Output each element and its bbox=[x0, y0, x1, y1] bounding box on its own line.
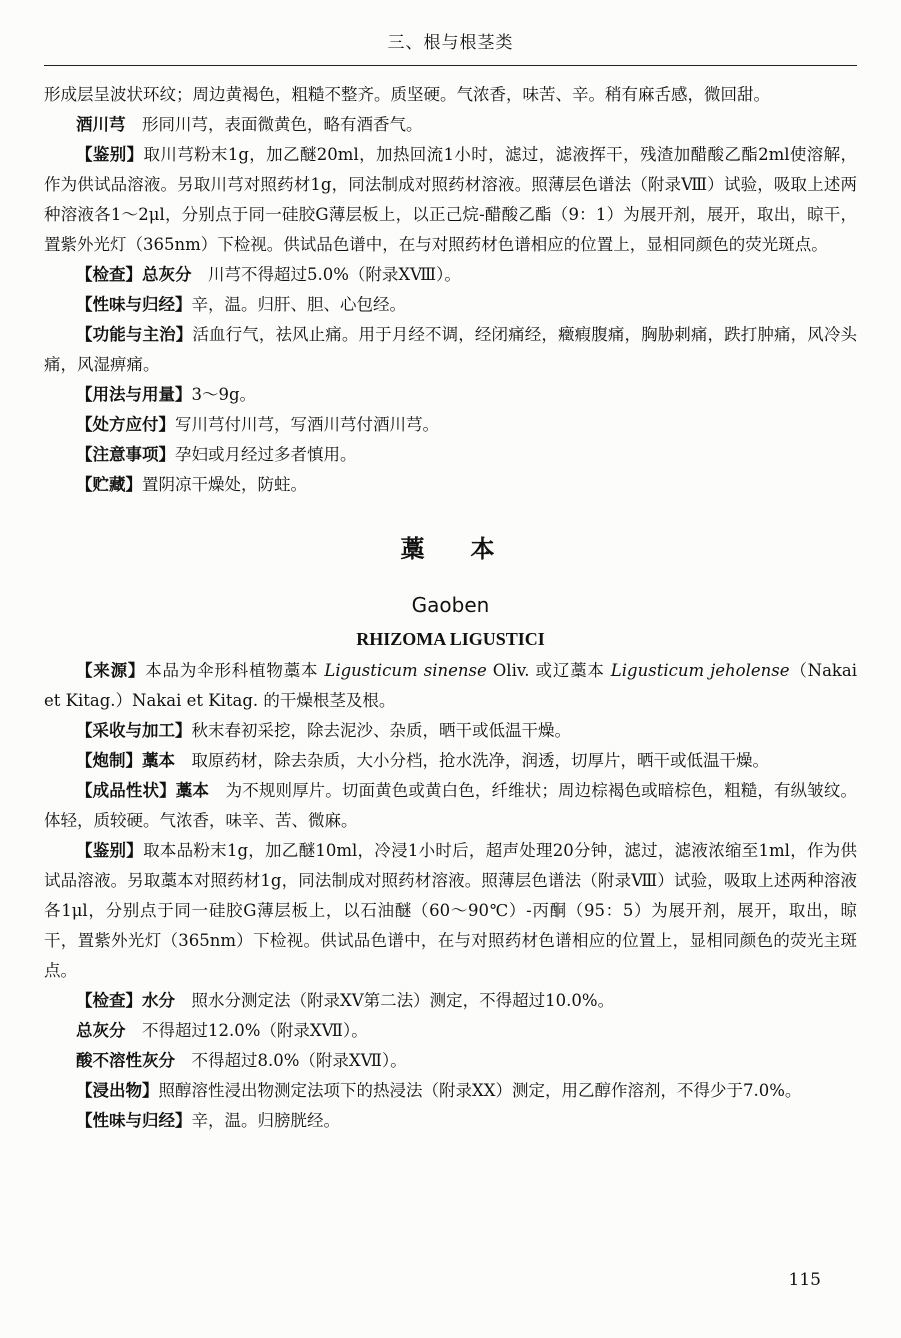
extract-section: 【浸出物】照醇溶性浸出物测定法项下的热浸法（附录ⅩⅩ）测定，用乙醇作溶剂，不得少于7.0%。 bbox=[76, 1081, 802, 1100]
identification-section: 【鉴别】取本品粉末1g，加乙醚10ml，冷浸1小时后，超声处理20分钟，滤过，滤液浓缩至1ml，作为供试品溶液。另取藁本对照药材1g，同法制成对照药材溶液。照薄层色谱法（附录Ⅷ）试验，吸取上述两种溶液各1μl，分别点于同一硅胶G薄层板上，以石油醚（60～90℃）-丙酮（95：5）为展开剂，展开，取出，晾干，置紫外光灯（365nm）下检视。供试品色谱中，在与对照药材色谱相应的位置上，显相同颜色的荧光主斑点。 bbox=[44, 841, 858, 980]
harvest-section: 【采收与加工】秋末春初采挖，除去泥沙、杂质，晒干或低温干燥。 bbox=[76, 721, 571, 740]
dosage-section: 【用法与用量】3～9g。 bbox=[76, 385, 257, 404]
nature-section: 【性味与归经】辛，温。归膀胱经。 bbox=[76, 1111, 340, 1130]
monograph-title: 藁本 bbox=[400, 535, 541, 563]
inspection-section: 【检查】总灰分 川芎不得超过5.0%（附录ⅩⅧ）。 bbox=[76, 265, 461, 284]
running-header: 三、根与根茎类 bbox=[387, 33, 514, 53]
source-section: 【来源】本品为伞形科植物藁本 Ligusticum sinense Oliv. 或辽藁本 Ligusticum jeholense（Nakai et Kitag.）Nakai et Kitag. 的干燥根茎及根。 bbox=[44, 661, 858, 710]
prescription-section: 【处方应付】写川芎付川芎，写酒川芎付酒川芎。 bbox=[76, 415, 439, 434]
processing-section: 【炮制】藁本 取原药材，除去杂质，大小分档，抢水洗净，润透，切厚片，晒干或低温干燥。 bbox=[76, 751, 769, 770]
caution-section: 【注意事项】孕妇或月经过多者慎用。 bbox=[76, 445, 357, 464]
product-section: 【成品性状】藁本 为不规则厚片。切面黄色或黄白色，纤维状；周边棕褐色或暗棕色，粗糙，有纵皱纹。体轻，质较硬。气浓香，味辛、苦、微麻。 bbox=[44, 781, 858, 830]
monograph-latin: RHIZOMA LIGUSTICI bbox=[356, 629, 545, 649]
total-ash-item: 总灰分 不得超过12.0%（附录ⅩⅦ）。 bbox=[76, 1021, 368, 1040]
storage-section: 【贮藏】置阴凉干燥处，防蛀。 bbox=[76, 475, 307, 494]
identification-section: 【鉴别】取川芎粉末1g，加乙醚20ml，加热回流1小时，滤过，滤液挥干，残渣加醋酸乙酯2ml使溶解，作为供试品溶液。另取川芎对照药材1g，同法制成对照药材溶液。照薄层色谱法（附录Ⅷ）试验，吸取上述两种溶液各1～2μl，分别点于同一硅胶G薄层板上，以正己烷-醋酸乙酯（9：1）为展开剂，展开，取出，晾干，置紫外光灯（365nm）下检视。供试品色谱中，在与对照药材色谱相应的位置上，显相同颜色的荧光斑点。 bbox=[44, 145, 857, 254]
continued-paragraph: 形成层呈波状环纹；周边黄褐色，粗糙不整齐。质坚硬。气浓香，味苦、辛。稍有麻舌感，微回甜。 bbox=[44, 85, 770, 104]
header-rule bbox=[44, 65, 857, 66]
entry-label: 酒川芎 bbox=[76, 115, 126, 134]
inspection-section: 【检查】水分 照水分测定法（附录ⅩⅤ第二法）测定，不得超过10.0%。 bbox=[76, 991, 615, 1010]
function-section: 【功能与主治】活血行气，祛风止痛。用于月经不调，经闭痛经，癥瘕腹痛，胸胁刺痛，跌打肿痛，风冷头痛，风湿痹痛。 bbox=[44, 325, 858, 374]
nature-section: 【性味与归经】辛，温。归肝、胆、心包经。 bbox=[76, 295, 406, 314]
acid-insoluble-ash-item: 酸不溶性灰分 不得超过8.0%（附录ⅩⅦ）。 bbox=[76, 1051, 407, 1070]
monograph-pinyin: Gaoben bbox=[411, 593, 490, 617]
page-number: 115 bbox=[788, 1270, 821, 1290]
page-body bbox=[44, 80, 857, 1136]
jiu-chuanxiong-entry: 酒川芎 形同川芎，表面微黄色，略有酒香气。 bbox=[76, 115, 423, 134]
